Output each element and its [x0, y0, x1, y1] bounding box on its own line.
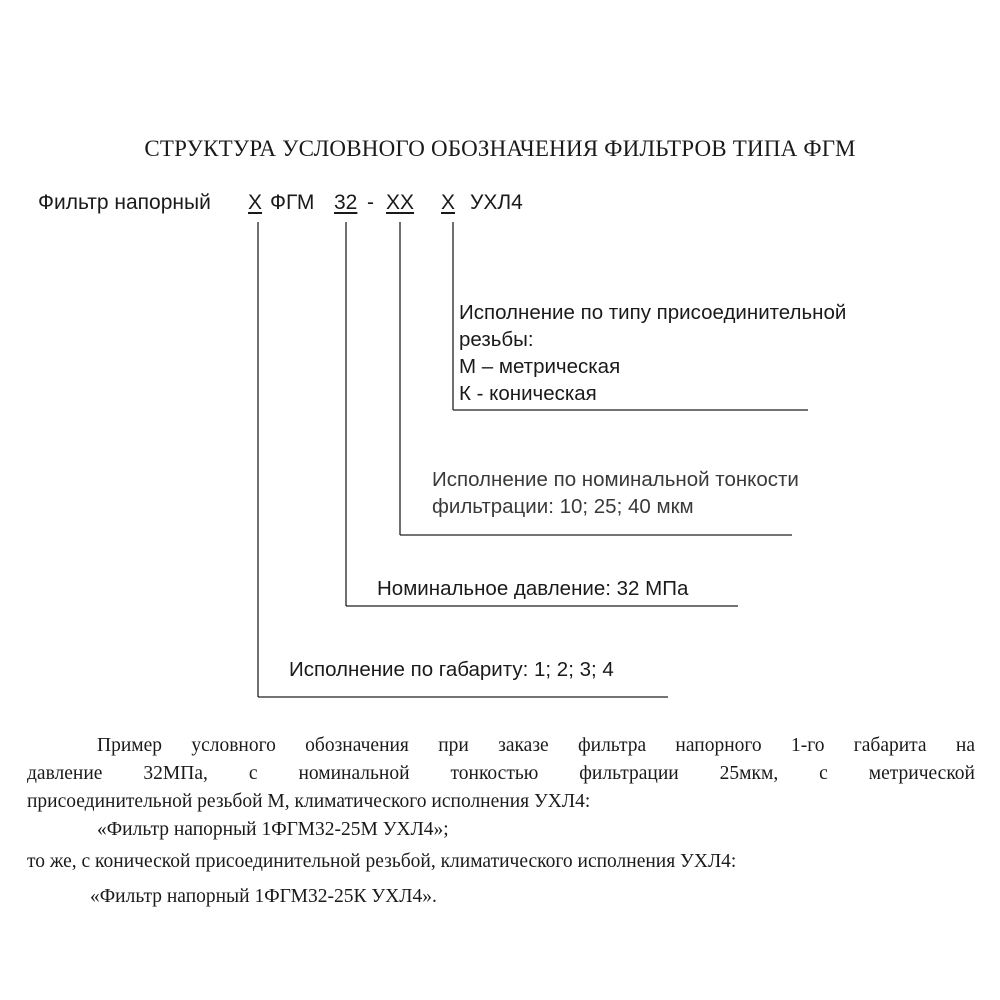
example-line: давление 32МПа, с номинальной тонкостью фильтрации 25мкм, с метрической [27, 763, 975, 784]
example-designation-conical: «Фильтр напорный 1ФГМ32-25К УХЛ4». [90, 886, 437, 907]
code-prefix: Фильтр напорный [38, 191, 211, 214]
example-line: то же, с конической присоединительной резьбой, климатического исполнения УХЛ4: [27, 851, 737, 872]
code-climate: УХЛ4 [470, 191, 523, 214]
example-line: Пример условного обозначения при заказе фильтра напорного 1-го габарита на [97, 735, 975, 756]
pressure-description: Номинальное давление: 32 МПа [377, 577, 689, 600]
fineness-description-line: Исполнение по номинальной тонкости [432, 468, 799, 491]
size-description: Исполнение по габариту: 1; 2; 3; 4 [289, 658, 614, 681]
example-line: присоединительной резьбой М, климатического исполнения УХЛ4: [27, 791, 591, 812]
example-paragraph [27, 732, 975, 816]
thread-description-line: резьбы: [459, 328, 534, 351]
thread-description [459, 299, 846, 407]
code-thread-slot: Х [441, 191, 456, 214]
fineness-description-line: фильтрации: 10; 25; 40 мкм [432, 495, 694, 518]
code-type: ФГМ [270, 191, 315, 214]
code-fineness-slot: ХХ [386, 191, 415, 214]
code-dash: - [367, 191, 374, 214]
thread-option-metric: М – метрическая [459, 355, 621, 378]
page-title: СТРУКТУРА УСЛОВНОГО ОБОЗНАЧЕНИЯ ФИЛЬТРОВ ТИПА ФГМ [144, 136, 856, 161]
code-size-slot: Х [248, 191, 263, 214]
example-designation-metric: «Фильтр напорный 1ФГМ32-25М УХЛ4»; [97, 819, 449, 840]
thread-description-line: Исполнение по типу присоединительной [459, 301, 847, 324]
thread-option-conical: К - коническая [459, 382, 597, 405]
fineness-description [432, 466, 799, 520]
code-pressure-slot: 32 [334, 191, 358, 214]
